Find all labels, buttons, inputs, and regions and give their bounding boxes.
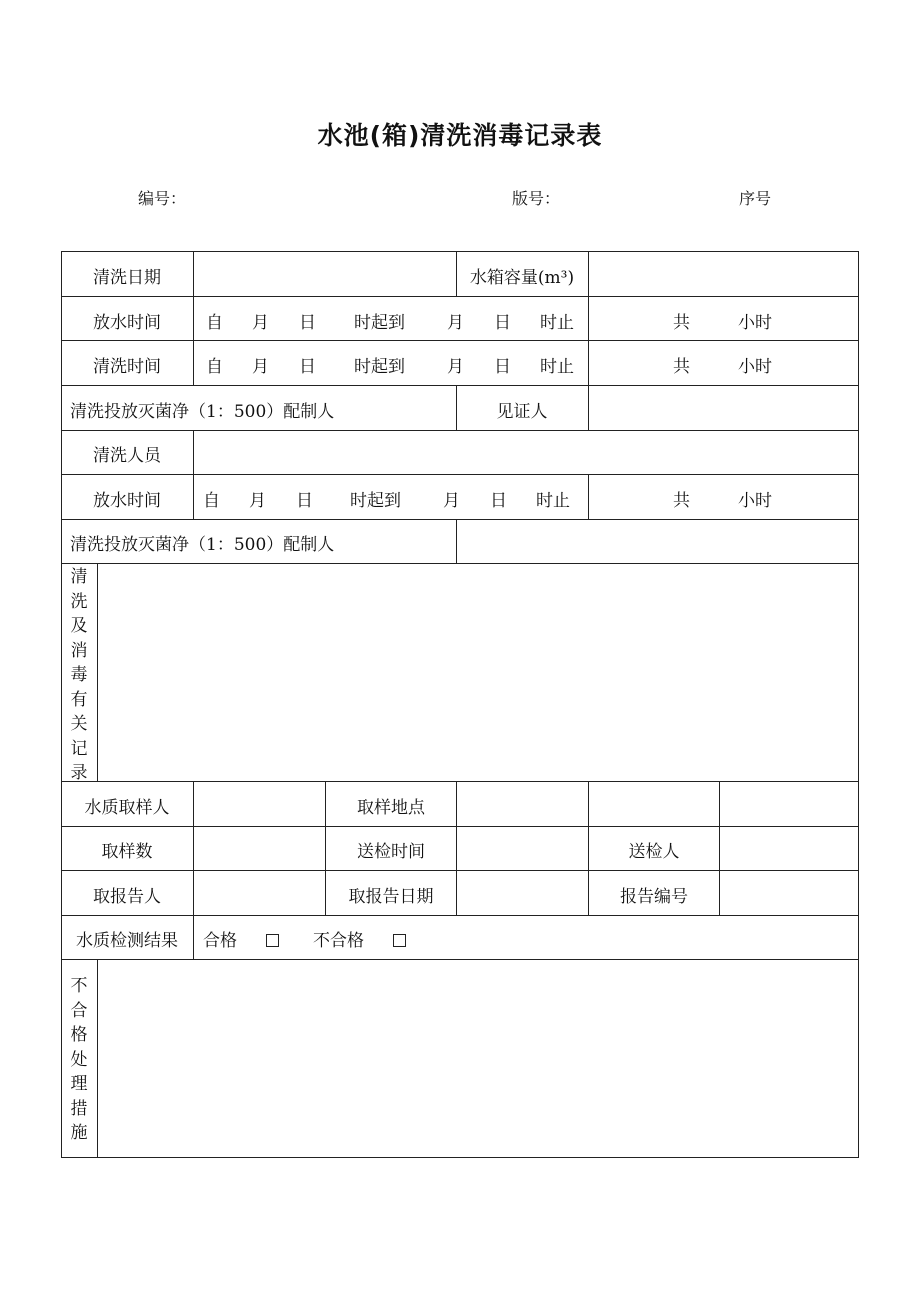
submitter-label: 送检人 [628, 842, 680, 862]
total-label: 共 [673, 491, 690, 511]
code-label: 编号： [138, 189, 187, 208]
drain-time-label: 放水时间 [93, 313, 161, 333]
records-label: 清洗及消毒有关记录 [70, 567, 88, 783]
period-month-2: 月 [447, 313, 464, 333]
cleaning-staff-field[interactable] [194, 431, 858, 474]
unqualified-option[interactable] [313, 926, 406, 951]
disinfect-preparer-label: 清洗投放灭菌净（1：500）配制人 [70, 402, 335, 422]
clean-time-label: 清洗时间 [93, 357, 161, 377]
period-hour-end: 时止 [536, 491, 570, 511]
period-day-2: 日 [494, 313, 511, 333]
period-month: 月 [252, 313, 269, 333]
sampler-label: 水质取样人 [84, 798, 170, 818]
period-hour-end: 时止 [540, 313, 574, 333]
period-day: 日 [299, 313, 316, 333]
period-day-2: 日 [490, 491, 507, 511]
disinfect-preparer-2-label: 清洗投放灭菌净（1：500）配制人 [70, 535, 335, 555]
result-label: 水质检测结果 [76, 931, 178, 951]
period-month: 月 [252, 357, 269, 377]
qualified-checkbox[interactable] [266, 934, 279, 947]
report-date-field[interactable] [457, 871, 588, 915]
blank-cell[interactable] [720, 782, 858, 826]
sample-count-label: 取样数 [101, 842, 153, 862]
period-from: 自 [206, 313, 223, 333]
period-day: 日 [299, 357, 316, 377]
period-hour-start: 时起到 [354, 357, 405, 377]
submit-time-label: 送检时间 [357, 842, 425, 862]
period-hour-end: 时止 [540, 357, 574, 377]
period-day: 日 [296, 491, 313, 511]
total-label: 共 [673, 313, 690, 333]
clean-date-label: 清洗日期 [93, 268, 161, 288]
cleaning-staff-label: 清洗人员 [93, 446, 161, 466]
witness-label: 见证人 [496, 402, 548, 422]
disinfect-preparer-2-field[interactable] [457, 520, 858, 563]
submit-time-field[interactable] [457, 827, 588, 870]
sample-location-field[interactable] [457, 782, 588, 826]
total-label: 共 [673, 357, 690, 377]
records-field[interactable] [98, 564, 858, 781]
submitter-field[interactable] [720, 827, 858, 870]
period-hour-start: 时起到 [350, 491, 401, 511]
tank-capacity-field[interactable] [589, 252, 858, 296]
drain-time-2-label: 放水时间 [93, 491, 161, 511]
total-unit: 小时 [738, 357, 772, 377]
clean-date-field[interactable] [194, 252, 456, 296]
witness-field[interactable] [589, 386, 858, 430]
report-taker-field[interactable] [194, 871, 325, 915]
total-unit: 小时 [738, 491, 772, 511]
period-from: 自 [203, 491, 220, 511]
report-no-field[interactable] [720, 871, 858, 915]
period-month-2: 月 [447, 357, 464, 377]
sample-location-label: 取样地点 [357, 798, 425, 818]
sample-count-field[interactable] [194, 827, 325, 870]
period-hour-start: 时起到 [354, 313, 405, 333]
tank-capacity-label: 水箱容量(m³) [469, 268, 575, 288]
version-label: 版号： [512, 189, 561, 208]
period-month-2: 月 [443, 491, 460, 511]
report-no-label: 报告编号 [620, 887, 688, 907]
sampler-field[interactable] [194, 782, 325, 826]
blank-cell[interactable] [589, 782, 719, 826]
unqualified-measures-field[interactable] [98, 960, 858, 1157]
page-title: 水池(箱)清洗消毒记录表 [317, 121, 603, 150]
report-date-label: 取报告日期 [348, 887, 434, 907]
qualified-label: 合格 [203, 931, 237, 951]
total-unit: 小时 [738, 313, 772, 333]
qualified-option[interactable] [203, 926, 279, 951]
period-from: 自 [206, 357, 223, 377]
report-taker-label: 取报告人 [93, 887, 161, 907]
period-month: 月 [249, 491, 266, 511]
period-day-2: 日 [494, 357, 511, 377]
serial-label: 序号 [739, 189, 772, 208]
unqualified-measures-label: 不合格处理措施 [70, 976, 88, 1143]
unqualified-label: 不合格 [313, 931, 364, 951]
unqualified-checkbox[interactable] [393, 934, 406, 947]
